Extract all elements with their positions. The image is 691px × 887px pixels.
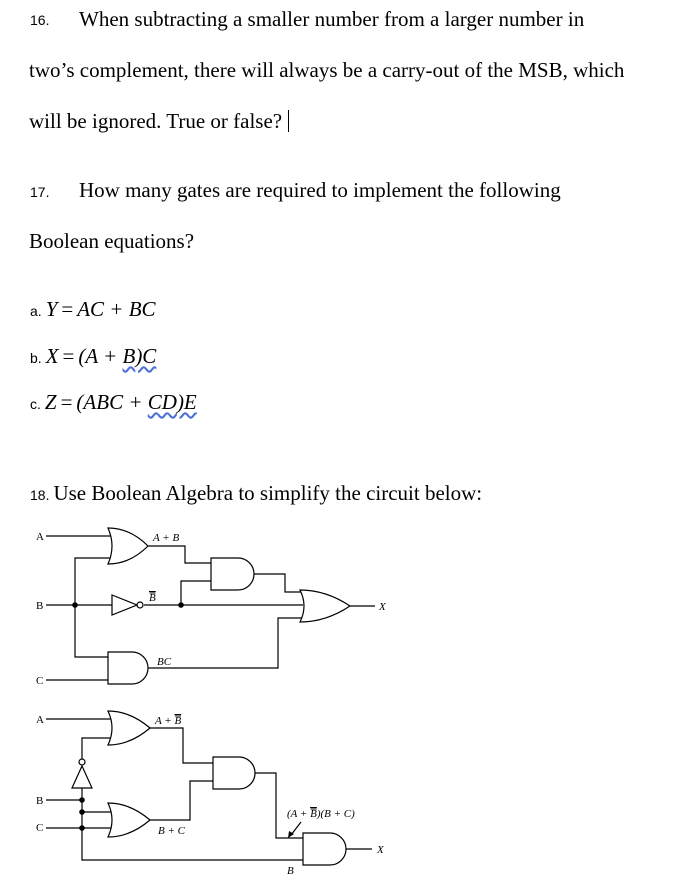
- c1-wire-and-to-or: [254, 574, 306, 592]
- c1-input-a: A: [36, 531, 44, 543]
- q16-number: 16.: [30, 12, 50, 28]
- eq-lhs: Y: [45, 297, 58, 321]
- c2-pointer-arrow: [291, 822, 301, 835]
- c2-input-a: A: [36, 714, 44, 726]
- c2-wire-or1-to-and: [150, 728, 213, 763]
- c2-wire-or2-to-and: [150, 781, 213, 820]
- c1-wire-or-to-and: [148, 546, 211, 563]
- c2-junction-b: [79, 797, 85, 803]
- c2-wire-not-to-or1: [82, 738, 110, 759]
- c2-label-out: (A + B)(B + C): [287, 808, 355, 820]
- eq-rhs: (ABC + CD)E: [76, 390, 197, 414]
- c1-label-not: B: [149, 592, 156, 604]
- q17-number: 17.: [30, 184, 50, 200]
- c1-not-bubble: [137, 602, 143, 608]
- circuit-2: [36, 711, 385, 877]
- c2-label-or1: A + B: [155, 715, 182, 727]
- c1-and-gate-bc: [108, 652, 148, 684]
- c1-label-or: A + B: [153, 532, 180, 544]
- c2-label-or2: B + C: [158, 825, 185, 837]
- c1-output-x: X: [379, 601, 386, 613]
- c1-junction-2: [178, 602, 184, 608]
- c2-input-b: B: [36, 795, 44, 807]
- q17-line-1: How many gates are required to implement the following: [79, 178, 561, 202]
- q16-line-2: two’s complement, there will always be a carry-out of the MSB, which: [29, 58, 625, 82]
- complement-term: CD: [147, 390, 177, 414]
- c1-or-gate-final: [300, 590, 350, 622]
- c1-wire-b-to-or: [75, 558, 113, 605]
- c2-output-x: X: [377, 844, 384, 856]
- c2-not-gate: [72, 766, 92, 788]
- eq-rhs: (A + B)C: [78, 344, 157, 368]
- q16-line-3-text: will be ignored. True or false?: [29, 109, 283, 133]
- c1-and-gate-middle: [211, 558, 254, 590]
- q18-number: 18.: [30, 487, 50, 503]
- item-letter: b.: [30, 350, 42, 366]
- c1-label-and: BC: [157, 656, 172, 668]
- eq-sign: =: [60, 390, 73, 414]
- eq-sign: =: [62, 344, 75, 368]
- c2-and-gate-middle: [213, 757, 255, 789]
- eq-rhs: AC + BC: [77, 297, 156, 321]
- c2-label-bottom: B: [287, 865, 294, 877]
- c1-not-gate: [112, 595, 137, 615]
- c2-junction-b2: [79, 809, 85, 815]
- c2-or-gate-1: [108, 711, 150, 745]
- q16-line-1: When subtracting a smaller number from a larger number in: [79, 7, 585, 31]
- c1-or-gate: [108, 528, 148, 564]
- c1-wire-b-to-and: [75, 605, 108, 657]
- c2-input-c: C: [36, 822, 44, 834]
- complement-term: B: [122, 344, 136, 368]
- item-letter: c.: [30, 396, 41, 412]
- c2-not-bubble: [79, 759, 85, 765]
- circuit-1: [36, 528, 387, 687]
- c1-input-b: B: [36, 600, 44, 612]
- q18-text: Use Boolean Algebra to simplify the circuit below:: [53, 481, 483, 505]
- c1-junction: [72, 602, 78, 608]
- q17-line-2: Boolean equations?: [29, 229, 195, 253]
- item-letter: a.: [30, 303, 42, 319]
- c1-wire-not-to-and: [181, 581, 211, 605]
- c2-or-gate-2: [108, 803, 150, 837]
- eq-sign: =: [61, 297, 74, 321]
- eq-lhs: Z: [44, 390, 57, 414]
- c2-and-gate-final: [303, 833, 346, 865]
- c1-input-c: C: [36, 675, 44, 687]
- c1-wire-bc-to-or: [148, 618, 306, 668]
- eq-lhs: X: [45, 344, 59, 368]
